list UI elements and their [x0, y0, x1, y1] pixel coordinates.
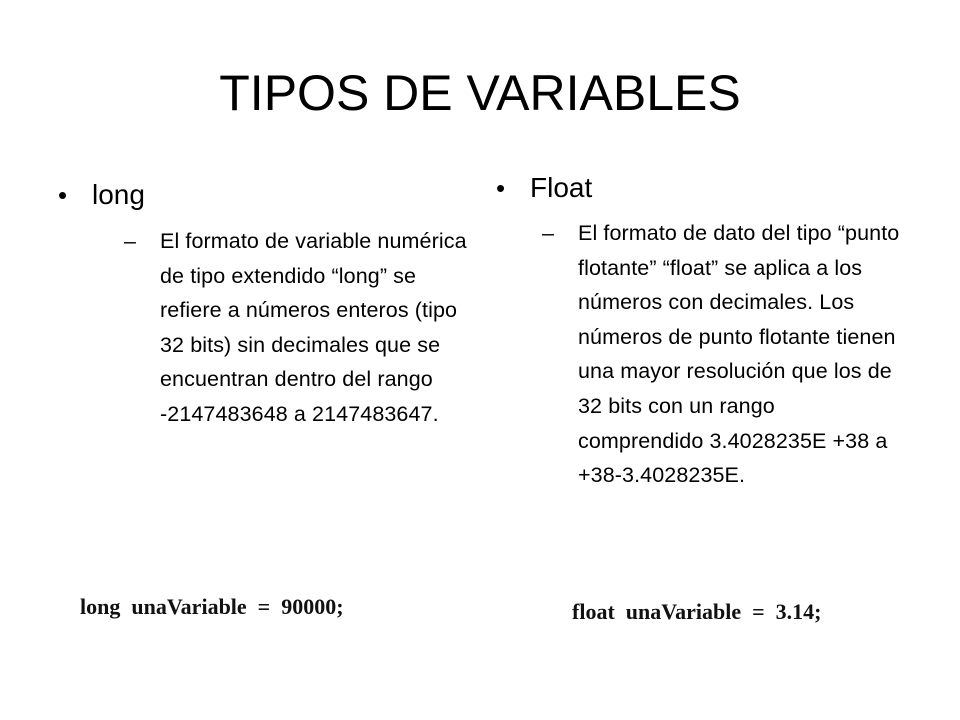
slide-title: TIPOS DE VARIABLES: [219, 65, 741, 121]
bullet-dot-icon: •: [58, 180, 68, 210]
dash-icon: –: [124, 229, 137, 253]
code-example-float: float unaVariable = 3.14;: [572, 599, 822, 624]
code-example-long: long unaVariable = 90000;: [80, 594, 344, 619]
sub-bullet-long: [124, 224, 478, 432]
bullet-float: [496, 168, 592, 208]
heading-long: long: [92, 179, 145, 210]
description-long: El formato de variable numérica de tipo extendido “long” se refiere a números enteros (tipo 32 bits) sin decimales que se encuentran dentro del rango -2147483648 a 2147483647.: [160, 229, 467, 426]
bullet-dot-icon: •: [496, 173, 506, 203]
bullet-long: [58, 175, 145, 215]
heading-float: Float: [530, 172, 593, 203]
sub-bullet-float: [542, 216, 904, 493]
dash-icon: –: [542, 221, 555, 245]
description-float: El formato de dato del tipo “punto flotante” “float” se aplica a los números con decimales. Los números de punto flotante tienen una mayor resolución que los de 32 bits con un rango comprendido 3.4028235E +38 a +38-3.4028235E.: [578, 221, 900, 488]
